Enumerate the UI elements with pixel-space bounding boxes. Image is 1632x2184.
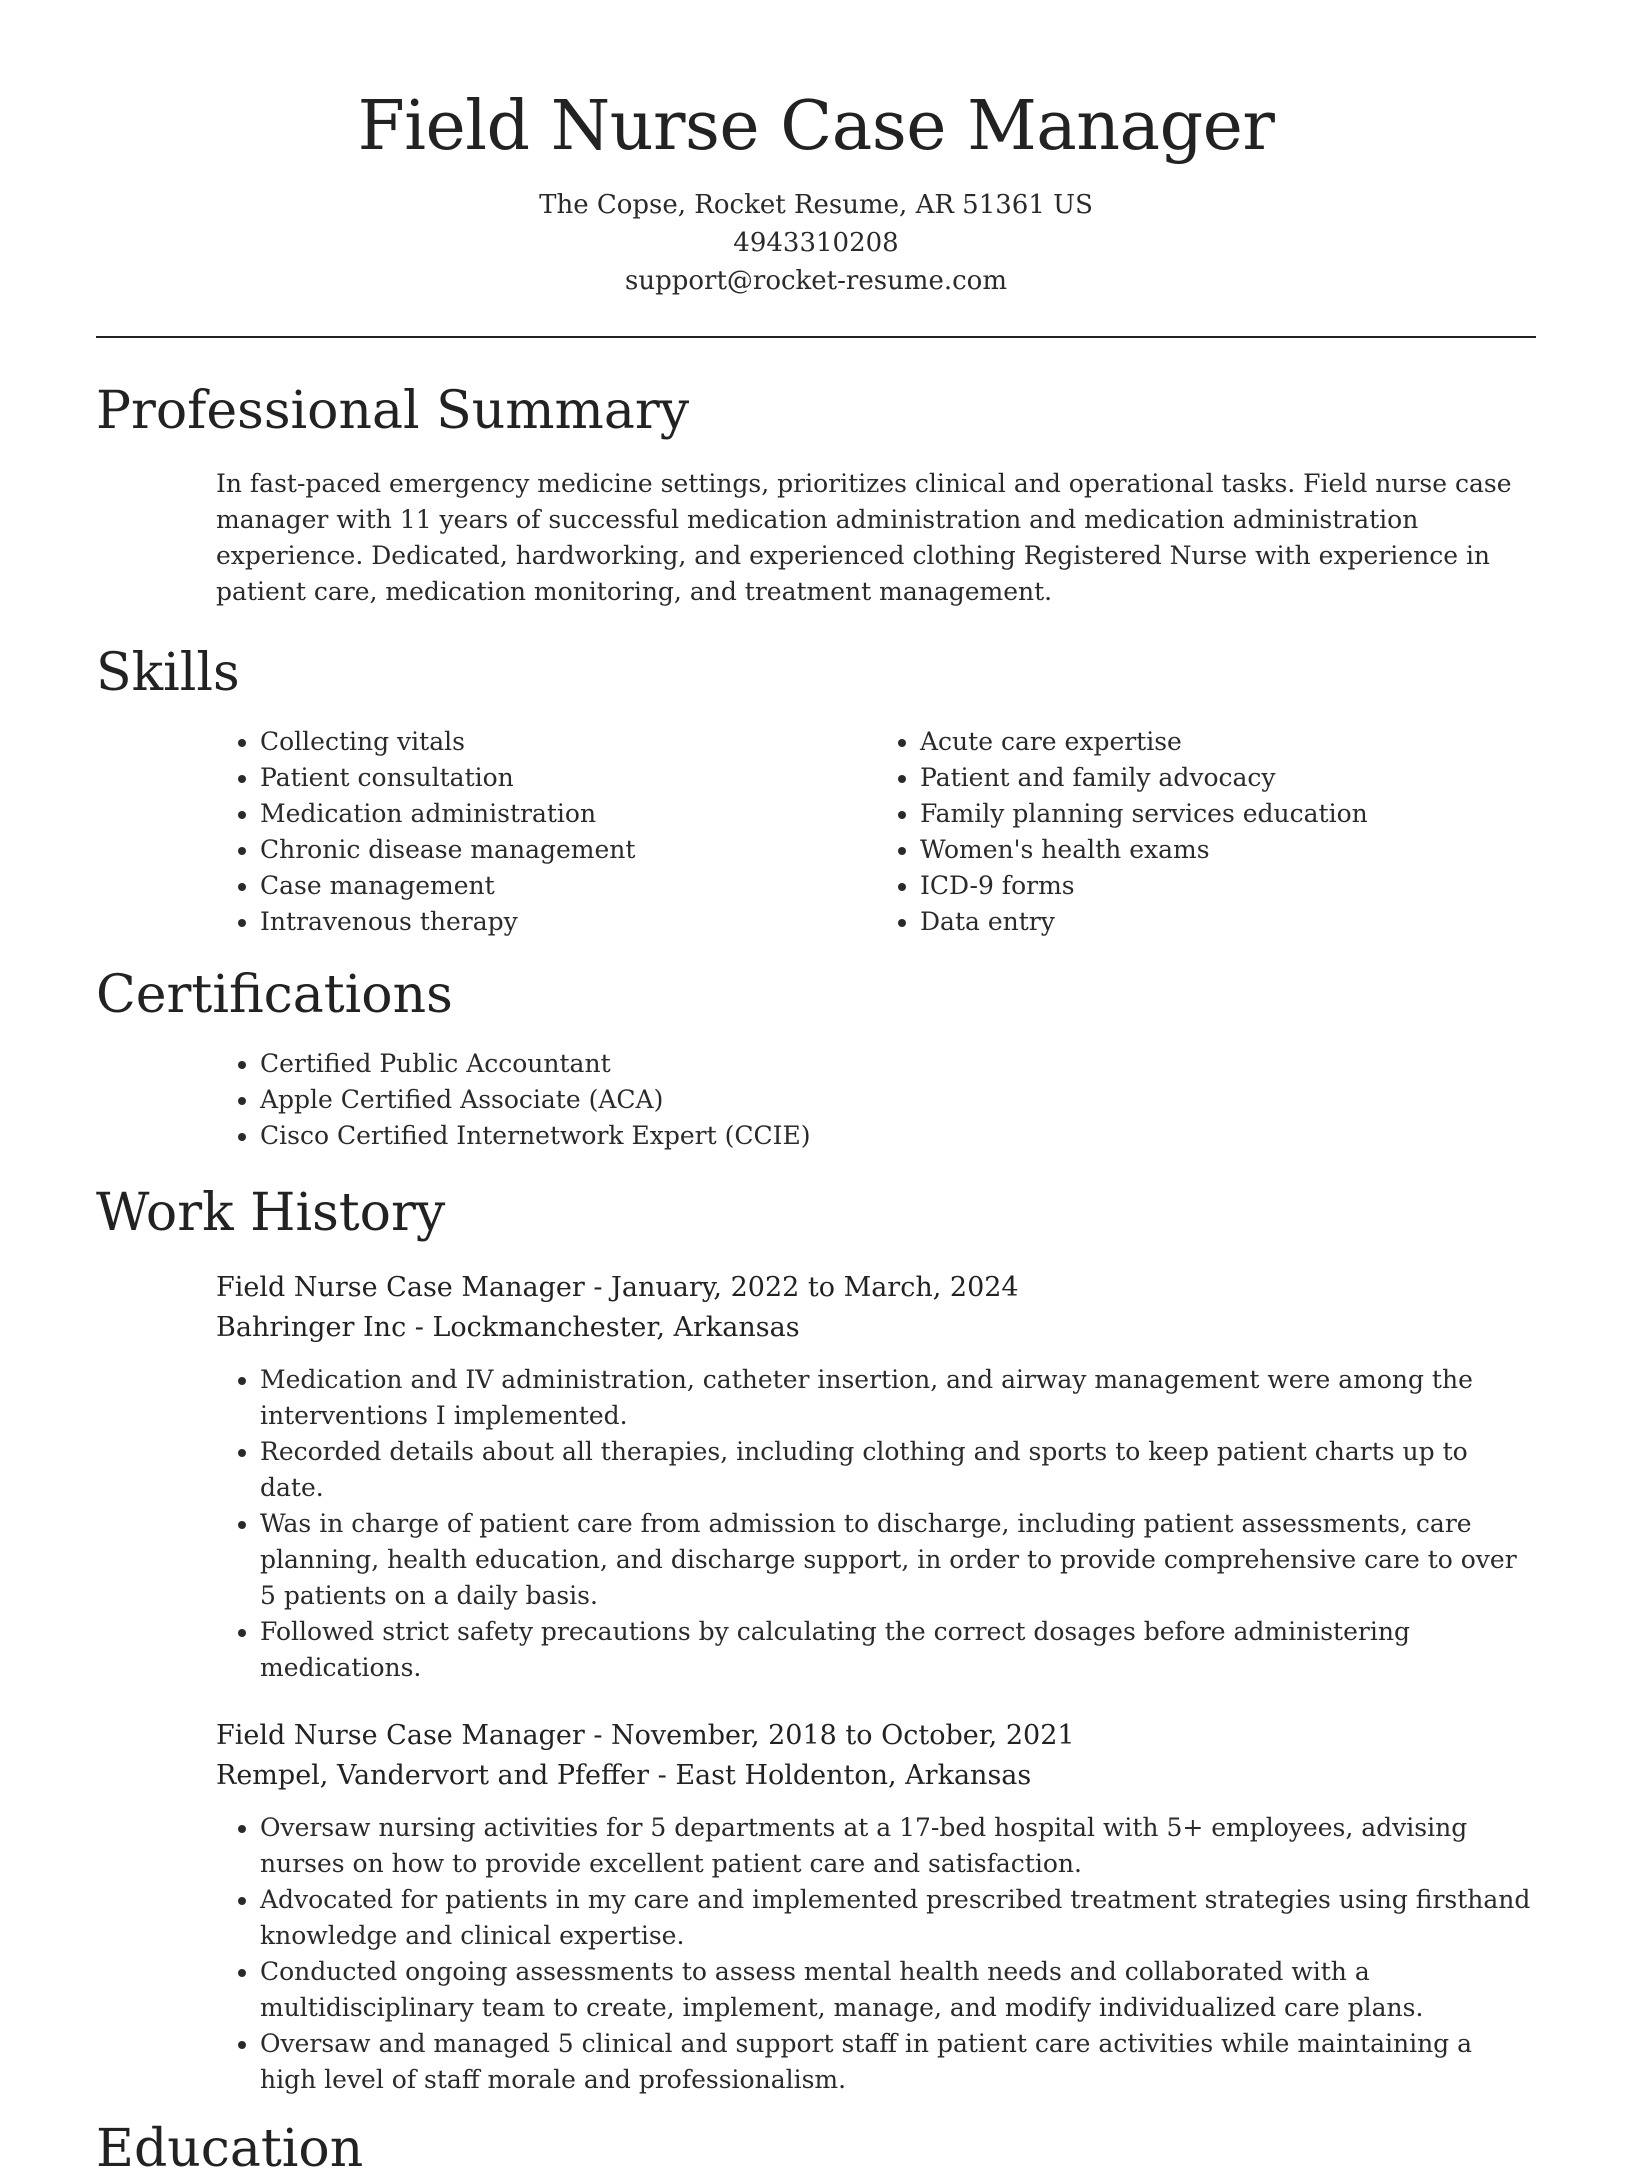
- contact-block: [0, 186, 1632, 300]
- skill-item: • Family planning services education: [920, 796, 1536, 832]
- work-history-title: Work History: [96, 1183, 446, 1243]
- summary-title: Professional Summary: [96, 381, 690, 441]
- summary-section: [96, 376, 1536, 610]
- candidate-name: Field Nurse Case Manager: [357, 87, 1275, 166]
- certification-item: • Certified Public Accountant: [260, 1046, 1536, 1082]
- certifications-section: [96, 960, 1536, 1154]
- skills-grid: [216, 724, 1536, 940]
- skill-item: • Chronic disease management: [260, 832, 876, 868]
- skill-item: • Patient consultation: [260, 760, 876, 796]
- skill-item: • Collecting vitals: [260, 724, 876, 760]
- certification-item: • Apple Certified Associate (ACA): [260, 1082, 1536, 1118]
- job-company-line: Rempel, Vandervort and Pfeffer - East Holdenton, Arkansas: [216, 1760, 1032, 1791]
- job-bullet: • Advocated for patients in my care and implemented prescribed treatment strategies using firsthand knowledge and clinical expertise.: [260, 1882, 1536, 1954]
- contact-address: The Copse, Rocket Resume, AR 51361 US: [539, 190, 1093, 220]
- job-company-line: Bahringer Inc - Lockmanchester, Arkansas: [216, 1312, 800, 1343]
- skills-list-left: [216, 724, 876, 940]
- job-entry: [216, 1716, 1536, 2098]
- job-bullet: • Followed strict safety precautions by calculating the correct dosages before administering medications.: [260, 1614, 1536, 1686]
- summary-text: In fast-paced emergency medicine settings, prioritizes clinical and operational tasks. Field nurse case manager with 11 years of successful medication administration and medication administration experience. Dedicated, hardworking, and experienced clothing Registered Nurse with experience in patient care, medication monitoring, and treatment management.: [216, 469, 1512, 606]
- job-bullets: [216, 1362, 1536, 1686]
- job-bullet: • Recorded details about all therapies, including clothing and sports to keep patient charts up to date.: [260, 1434, 1536, 1506]
- skills-title: Skills: [96, 643, 240, 703]
- certifications-title: Certifications: [96, 965, 453, 1025]
- skill-item: • Women's health exams: [920, 832, 1536, 868]
- job-bullet: • Oversaw and managed 5 clinical and support staff in patient care activities while maintaining a high level of staff morale and professionalism.: [260, 2026, 1536, 2098]
- skill-item: • Intravenous therapy: [260, 904, 876, 940]
- skill-item: • Data entry: [920, 904, 1536, 940]
- skill-item: • ICD-9 forms: [920, 868, 1536, 904]
- contact-email: support@rocket-resume.com: [624, 266, 1007, 296]
- skill-item: • Patient and family advocacy: [920, 760, 1536, 796]
- skill-item: • Acute care expertise: [920, 724, 1536, 760]
- skills-section: [96, 638, 1536, 940]
- skill-item: • Medication administration: [260, 796, 876, 832]
- education-section: [96, 2114, 1536, 2184]
- job-role-line: Field Nurse Case Manager - January, 2022 to March, 2024: [216, 1272, 1019, 1303]
- header-divider: [96, 336, 1536, 338]
- work-history-section: [96, 1178, 1536, 2098]
- job-bullets: [216, 1810, 1536, 2098]
- contact-phone: 4943310208: [733, 228, 899, 258]
- job-bullet: • Medication and IV administration, catheter insertion, and airway management were among the interventions I implemented.: [260, 1362, 1536, 1434]
- certifications-list: [216, 1046, 1536, 1154]
- job-bullet: • Oversaw nursing activities for 5 departments at a 17-bed hospital with 5+ employees, advising nurses on how to provide excellent patient care and satisfaction.: [260, 1810, 1536, 1882]
- certification-item: • Cisco Certified Internetwork Expert (CCIE): [260, 1118, 1536, 1154]
- resume-header: [0, 0, 1632, 300]
- job-bullet: • Was in charge of patient care from admission to discharge, including patient assessments, care planning, health education, and discharge support, in order to provide comprehensive care to over 5 patients on a daily basis.: [260, 1506, 1536, 1614]
- skill-item: • Case management: [260, 868, 876, 904]
- job-entry: [216, 1268, 1536, 1686]
- job-role-line: Field Nurse Case Manager - November, 2018 to October, 2021: [216, 1720, 1075, 1751]
- skills-list-right: [876, 724, 1536, 940]
- job-bullet: • Conducted ongoing assessments to assess mental health needs and collaborated with a multidisciplinary team to create, implement, manage, and modify individualized care plans.: [260, 1954, 1536, 2026]
- education-title: Education: [96, 2119, 364, 2179]
